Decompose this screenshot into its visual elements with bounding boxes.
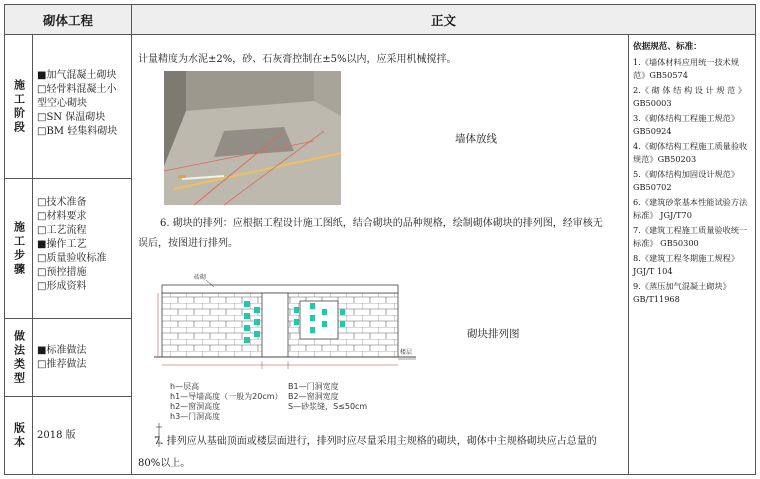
method-option[interactable]: □推荐做法 [37, 358, 87, 370]
standard-item: 1.《墙体材料应用统一技术规范》GB50574 [633, 57, 740, 80]
paragraph-6-line1: 6. 砌块的排列：应根据工程设计施工图纸，结合砌块的品种规格，绘制砌体砌块的排列图，经审核无 [160, 218, 603, 229]
method-label: 做法类型 [5, 319, 33, 397]
paragraph-top: 计量精度为水泥±2%，砂、石灰膏控制在±5%以内，应采用机械搅拌。 [138, 54, 457, 65]
steps-options [33, 179, 132, 319]
method-option[interactable]: ■标准做法 [37, 344, 87, 356]
step-option[interactable]: □材料要求 [37, 211, 87, 222]
steps-label: 施工步骤 [5, 179, 33, 319]
standard-item: 8.《建筑工程冬期施工规程》JGJ/T 104 [633, 253, 740, 276]
section-title: 砌体工程 [5, 5, 132, 35]
svg-text:S—砂浆缝，S≤50cm: S—砂浆缝，S≤50cm [288, 402, 368, 411]
svg-text:B2—窗洞宽度: B2—窗洞宽度 [288, 392, 339, 401]
svg-text:h3—门洞高度: h3—门洞高度 [170, 412, 221, 421]
body-content [132, 35, 629, 474]
stage-option[interactable]: □SN 保温砌块 [37, 112, 106, 123]
step-option[interactable]: □工艺流程 [37, 225, 87, 236]
step-option[interactable]: ■操作工艺 [37, 239, 87, 250]
step-option[interactable]: □技术准备 [37, 197, 87, 208]
method-options [33, 319, 132, 397]
svg-text:砖砌: 砖砌 [194, 274, 207, 281]
paragraph-7-line2: 80%以上。 [138, 458, 191, 469]
step-option[interactable]: □质量验收标准 [37, 253, 107, 264]
document-table [4, 4, 756, 475]
step-option[interactable]: □预控措施 [37, 267, 87, 278]
stage-option[interactable]: □轻骨料混凝土小 [37, 84, 117, 95]
standards-title: 依据规范、标准： [633, 42, 702, 52]
standard-item: 5.《砌体结构加固设计规范》GB50702 [633, 169, 740, 192]
stage-option-continued: 型空心砌块 [37, 98, 87, 109]
stage-label: 施工阶段 [5, 35, 33, 179]
body-title: 正文 [132, 5, 755, 35]
block-layout-drawing [154, 267, 422, 453]
version-label: 版本 [5, 397, 33, 474]
paragraph-7-line1: 7. 排列应从基础顶面或楼层面进行，排列时应尽量采用主规格的砌块，砌体中主规格砌块应占总量的 [154, 436, 597, 447]
photo-caption: 墙体放线 [455, 133, 497, 145]
svg-text:h2—窗洞高度: h2—窗洞高度 [170, 402, 221, 411]
svg-text:楼层: 楼层 [400, 349, 413, 356]
drawing-caption: 砌块排列图 [467, 328, 520, 340]
paragraph-6-line2: 误后，按图进行排列。 [138, 238, 238, 249]
standard-item: 7.《建筑工程施工质量验收统一标准》 GB50300 [633, 225, 748, 248]
standard-item: 2.《 砌 体 结 构 设 计 规 范 》GB50003 [633, 85, 747, 108]
svg-text:h1—导墙高度（一般为20cm）: h1—导墙高度（一般为20cm） [170, 392, 283, 401]
svg-text:B1—门洞宽度: B1—门洞宽度 [288, 382, 339, 391]
step-option[interactable]: □形成资料 [37, 281, 87, 292]
stage-option[interactable]: ■加气混凝土砌块 [37, 70, 117, 81]
wall-layout-photo [164, 71, 341, 205]
standard-item: 9.《蒸压加气混凝土砌块》GB/T11968 [633, 281, 731, 304]
standard-item: 6.《建筑砂浆基本性能试验方法标准》 JGJ/T70 [633, 197, 748, 220]
standards-list [629, 35, 755, 474]
version-value: 2018 版 [33, 397, 132, 474]
stage-options [33, 35, 132, 179]
stage-option[interactable]: □BM 轻集料砌块 [37, 126, 118, 137]
svg-text:h—层高: h—层高 [170, 382, 200, 391]
standard-item: 3.《砌体结构工程施工规范》GB50924 [633, 113, 740, 136]
standard-item: 4.《砌体结构工程施工质量验收规范》GB50203 [633, 141, 748, 164]
